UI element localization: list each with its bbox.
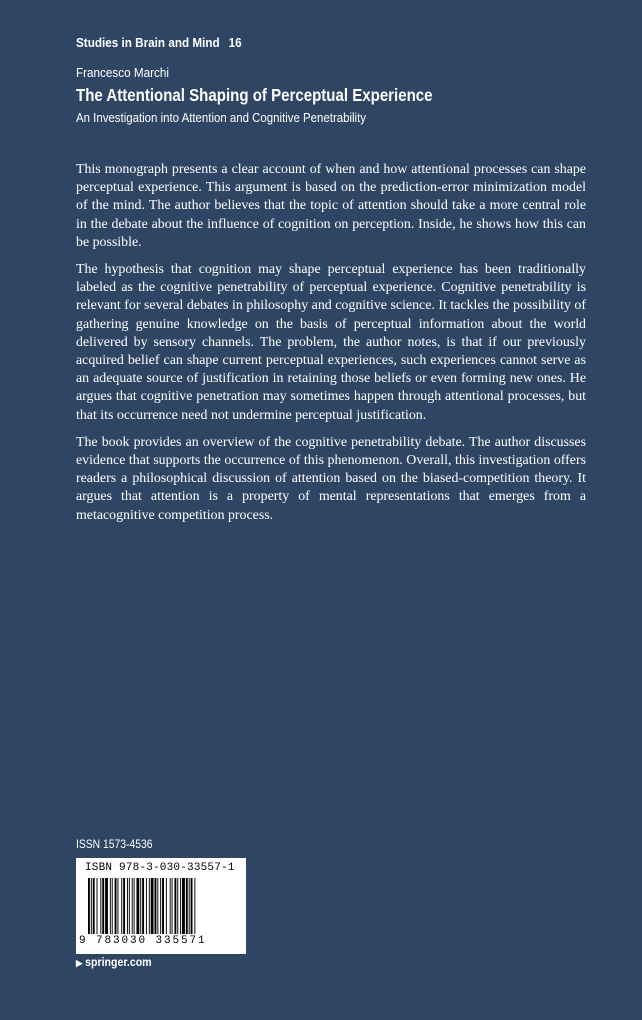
- series-number: 16: [228, 35, 242, 50]
- barcode-bar: [100, 878, 101, 934]
- barcode-bar: [140, 878, 141, 934]
- barcode-bar: [172, 878, 173, 934]
- barcode-bar: [189, 878, 190, 934]
- barcode-bar: [134, 878, 135, 934]
- publisher-link[interactable]: [76, 957, 152, 969]
- back-cover-blurb: [76, 161, 586, 534]
- barcode-bar: [115, 878, 117, 934]
- barcode-bar: [121, 878, 122, 934]
- barcode-bar: [151, 878, 154, 934]
- isbn-barcode: [76, 858, 246, 954]
- barcode-bar: [160, 878, 161, 934]
- barcode-bar: [123, 878, 125, 934]
- barcode-bar: [112, 878, 113, 934]
- barcode-bar: [105, 878, 108, 934]
- barcode-bar: [191, 878, 193, 934]
- barcode-bar: [117, 878, 118, 934]
- barcode-bar: [157, 878, 158, 934]
- blurb-paragraph-2: The hypothesis that cognition may shape perceptual experience has been traditionally labeled as the cognitive penetrability of perceptual experience. Cognitive penetrability is relevant for several debates in philosophy and cognitive science. It tackles the possibility of gathering genuine knowledge on the basis of perceptual information about the world delivered by sensory channels. The problem, the author notes, is that if our previously acquired belief can shape current perceptual experiences, such experiences cannot serve as an adequate source of justification in retaining those beliefs or even forming new ones. He argues that cognitive penetration may sometimes happen through attentional processes, but that its occurrence need not undermine perceptual justification.: [76, 262, 586, 423]
- blurb-paragraph-1: This monograph presents a clear account of when and how attentional processes can shape perceptual experience. This argument is based on the prediction-error minimization model of the mind. The author believes that the topic of attention should take a more central role in the debate about the influence of cognition on perception. Inside, he shows how this can be possible.: [76, 162, 586, 250]
- barcode-bar: [166, 878, 167, 934]
- barcode-bar: [136, 878, 139, 934]
- barcode-bar: [155, 878, 157, 934]
- barcode-bars: [88, 878, 234, 934]
- blurb-paragraph-3: The book provides an overview of the cognitive penetrability debate. The author discusses evidence that supports the occurrence of this phenomenon. Overall, this investigation offers readers a philosophical discussion of attention based on the biased-competition theory. It argues that attention is a property of mental representations that emerges from a metacognitive competition process.: [76, 434, 586, 523]
- barcode-bar: [127, 878, 128, 934]
- series-title: [76, 35, 242, 50]
- barcode-bar: [142, 878, 144, 934]
- barcode-bar: [174, 878, 176, 934]
- barcode-bar: [186, 878, 188, 934]
- issn-label: ISSN 1573-4536: [76, 839, 153, 851]
- arrow-right-icon: ▶: [76, 958, 83, 968]
- barcode-bar: [129, 878, 130, 934]
- barcode-bar: [182, 878, 185, 934]
- barcode-digits: 9 783030 335571: [79, 935, 207, 947]
- publisher-link-text: springer.com: [85, 957, 152, 969]
- barcode-bar: [180, 878, 181, 934]
- barcode-bar: [170, 878, 171, 934]
- barcode-bar: [194, 878, 195, 934]
- barcode-bar: [102, 878, 104, 934]
- barcode-bar: [177, 878, 178, 934]
- author-name: Francesco Marchi: [76, 65, 169, 80]
- barcode-bar: [110, 878, 111, 934]
- barcode-isbn-text: ISBN 978-3-030-33557-1: [85, 862, 235, 874]
- barcode-bar: [149, 878, 150, 934]
- series-name: Studies in Brain and Mind: [76, 35, 220, 50]
- barcode-bar: [91, 878, 92, 934]
- barcode-bar: [162, 878, 164, 934]
- barcode-bar: [93, 878, 95, 934]
- book-title: The Attentional Shaping of Perceptual Experience: [76, 85, 433, 105]
- barcode-bar: [132, 878, 133, 934]
- book-subtitle: An Investigation into Attention and Cognitive Penetrability: [76, 110, 367, 125]
- barcode-bar: [146, 878, 147, 934]
- barcode-bar: [88, 878, 90, 934]
- barcode-bar: [97, 878, 98, 934]
